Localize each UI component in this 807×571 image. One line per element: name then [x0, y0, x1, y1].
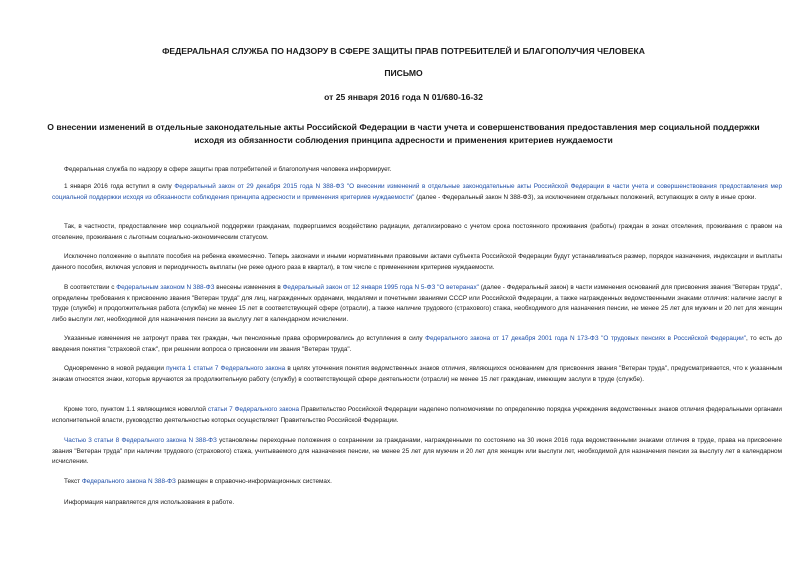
paragraph-intro: Федеральная служба по надзору в сфере защиты прав потребителей и благополучия человека информирует. [64, 166, 392, 173]
paragraph-law-text: Текст Федерального закона N 388-ФЗ размещен в справочно-информационных системах. [64, 478, 332, 485]
article-8-part-3-link[interactable]: Частью 3 статьи 8 Федерального закона N 388-ФЗ [64, 437, 217, 444]
paragraph-radiation: Так, в частности, предоставление мер социальной поддержки гражданам, подвергшимся воздействию радиации, детализировано с учетом срока постоянного проживания (работы) граждан в зонах отселения, проживания с правом на отселение, проживания с льготным социально-экономическим статусом. [52, 223, 782, 241]
agency-name: ФЕДЕРАЛЬНАЯ СЛУЖБА ПО НАДЗОРУ В СФЕРЕ ЗАЩИТЫ ПРАВ ПОТРЕБИТЕЛЕЙ И БЛАГОПОЛУЧИЯ ЧЕЛОВЕКА [162, 46, 645, 56]
paragraph-transitional: Частью 3 статьи 8 Федерального закона N 388-ФЗ установлены переходные положения о сохранении за гражданами, награжденными по состоянию на 30 июня 2016 года ведомственными знаками отличия в труде, права на присвоение звания "Ветеран труда" при наличии трудового (страхового) стажа, учитываемого для назначения пенсии, не менее 25 лет для мужчин и 20 лет для женщин или выслуги лет, необходимой для назначения пенсии за выслугу лет в календарном исчислении. [52, 437, 782, 466]
paragraph-veteran-changes: В соответствии с Федеральным законом N 388-ФЗ внесены изменения в Федеральный закон от 12 января 1995 года N 5-ФЗ "О ветеранах" (далее - Федеральный закон) в части изменения оснований для присвоения звания "Ветеран труда", определены требования к присвоению звания "Ветеран труда" для лиц, награжденных орденами, медалями и почетными званиями СССР или Российской Федерации, а также награжденных ведомственными знаками отличия: наличие заслуг в труде (службе) и продолжительная работа (служба) не менее 15 лет в соответствующей сфере (отрасли), а также наличие трудового (страхового) стажа, необходимого для назначения пенсии, не менее 25 лет для мужчин и 20 лет для женщин либо выслуги лет, необходимой для назначения пенсии за выслугу лет в календарном исчислении. [52, 284, 783, 323]
paragraph-pension-rights: Указанные изменения не затронут права тех граждан, чьи пенсионные права сформировались до вступления в силу Федерального закона от 17 декабря 2001 года N 173-ФЗ "О трудовых пенсиях в Российской Федерации", то есть до введения понятия "страховой стаж", при решении вопроса о присвоении им звания "Ветеран труда". [52, 335, 782, 353]
article-7-link[interactable]: статьи 7 Федерального закона [207, 406, 300, 413]
paragraph-law-entry: 1 января 2016 года вступил в силу Федеральный закон от 29 декабря 2015 года N 388-ФЗ "О внесении изменений в отдельные законодательные акты Российской Федерации в части учета и совершенствования предоставления мер социальной поддержки исходя из обязанности соблюдения принципа адресности и применения критериев нуждаемости" (далее - Федеральный закон N 388-ФЗ), за исключением отдельных положений, вступающих в силу в иные сроки. [52, 183, 782, 201]
law-173-fz-link[interactable]: Федерального закона от 17 декабря 2001 года N 173-ФЗ "О трудовых пенсиях в Российской Федерации" [425, 335, 747, 342]
paragraph-child-benefit: Исключено положение о выплате пособия на ребенка ежемесячно. Теперь законами и иными нормативными правовыми актами субъекта Российской Федерации будут устанавливаться размер, порядок назначения, индексации и выплаты данного пособия, включая условия и периодичность выплаты (не реже одного раза в квартал), в том числе с применением критериев нуждаемости. [52, 253, 782, 271]
document-date-number: от 25 января 2016 года N 01/680-16-32 [324, 92, 483, 102]
law-5-fz-veterans-link[interactable]: Федеральный закон от 12 января 1995 года N 5-ФЗ "О ветеранах" [282, 284, 479, 291]
document-type: ПИСЬМО [384, 68, 423, 78]
article-7-point-1-link[interactable]: пункта 1 статьи 7 Федерального закона [166, 365, 286, 372]
document-title: О внесении изменений в отдельные законодательные акты Российской Федерации в части учета и совершенствования предоставления мер социальной поддержки исходя из обязанности соблюдения принципа адресности и применения критериев нуждаемости [47, 122, 760, 145]
law-388-fz-link-2[interactable]: Федеральным законом N 388-ФЗ [116, 284, 215, 291]
paragraph-closing: Информация направляется для использования в работе. [64, 499, 235, 506]
paragraph-government-powers: Кроме того, пунктом 1.1 являющимся новеллой статьи 7 Федерального закона Правительство Российской Федерации наделено полномочиями по определению порядка учреждения ведомственных знаков отличия федеральными органами исполнительной власти, руководство деятельностью которых осуществляет Правительство Российской Федерации. [52, 406, 782, 424]
paragraph-new-edition: Одновременно в новой редакции пункта 1 статьи 7 Федерального закона в целях уточнения понятия ведомственных знаков отличия, являющихся основанием для присвоения звания "Ветеран труда", предусматривается, что к указанным знакам относятся знаки, которые вручаются за продолжительную работу (службу) в соответствующей сфере деятельности (отрасли) не менее 15 лет гражданам, имеющим заслуги в труде (службе). [52, 365, 783, 383]
law-388-fz-link[interactable]: Федеральный закон от 29 декабря 2015 года N 388-ФЗ "О внесении изменений в отдельные законодательные акты Российской Федерации в части учета и совершенствования предоставления мер социальной поддержки исходя из обязанности соблюдения принципа адресности и применения критериев нуждаемости" [52, 183, 782, 201]
law-388-fz-link-3[interactable]: Федерального закона N 388-ФЗ [81, 478, 176, 485]
